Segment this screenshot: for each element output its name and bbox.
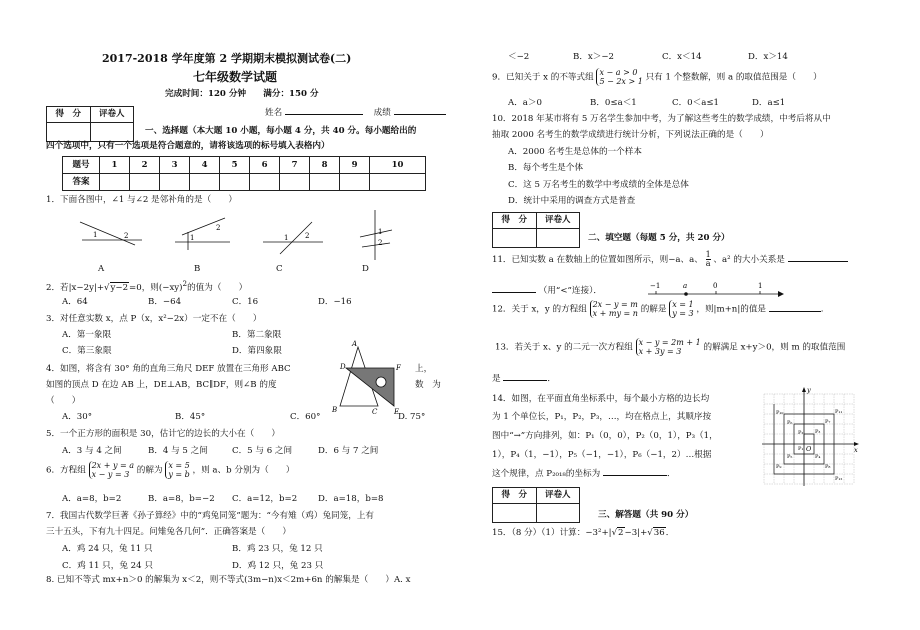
q1-figure-b xyxy=(175,218,230,250)
q1-label-d: D xyxy=(362,264,369,274)
question-number-cell: 1 xyxy=(100,157,130,174)
name-field xyxy=(265,108,446,119)
svg-text:1: 1 xyxy=(284,234,289,242)
score-value-cell[interactable] xyxy=(493,504,537,523)
svg-text:2: 2 xyxy=(216,224,221,232)
q1-text: 1．下面各图中，∠1 与∠2 是邻补角的是（ ） xyxy=(46,195,237,205)
q4-option-c[interactable]: C．60° xyxy=(290,412,321,422)
answer-cell[interactable] xyxy=(370,174,426,191)
section1-heading: 一、选择题（本大题 10 小题，每小题 4 分，共 40 分。每小题给出的 xyxy=(145,126,417,136)
q4-option-d[interactable]: D. 75° xyxy=(398,412,426,422)
svg-text:P₃: P₃ xyxy=(815,429,821,435)
q12-solution: x = 1 y = 3 xyxy=(669,300,693,318)
q8-option-c[interactable]: C．x＜14 xyxy=(662,52,702,62)
q5-option-c[interactable]: C．5 与 6 之间 xyxy=(232,446,293,456)
q6-option-c[interactable]: C．a=12，b=2 xyxy=(232,494,298,504)
answer-cell[interactable] xyxy=(190,174,220,191)
svg-text:D: D xyxy=(340,363,346,371)
q9-option-a[interactable]: A．a＞0 xyxy=(508,98,542,108)
q14-answer-blank[interactable] xyxy=(603,475,667,476)
exam-title: 2017-2018 学年度第 2 学期期末模拟测试卷(二) xyxy=(102,52,352,65)
q8-option-d[interactable]: D．x＞14 xyxy=(748,52,788,62)
q9-option-d[interactable]: D．a≤1 xyxy=(752,98,786,108)
svg-text:E: E xyxy=(394,408,400,416)
table-row-label: 答案 xyxy=(63,174,100,191)
answer-cell[interactable] xyxy=(160,174,190,191)
svg-text:P₇: P₇ xyxy=(825,419,831,425)
q12-system: 2x − y = m x + my = n xyxy=(590,300,638,318)
q9-text: 9．已知关于 x 的不等式组 x − a > 0 5 − 2x > 1 只有 1 个整数解，则 a 的取值范围是（ ） xyxy=(492,68,822,87)
q3-option-c[interactable]: C．第三象限 xyxy=(62,346,112,356)
q1-figure-c xyxy=(263,222,323,254)
q14-line3: 图中“→”方向排列，如：P₁（0，0），P₂（0，1），P₃（1， xyxy=(492,431,718,441)
score-cell: 得 分 xyxy=(493,213,537,229)
table-row-label: 题号 xyxy=(63,157,100,174)
q14-line1: 14．如图，在平面直角坐标系中，每个最小方格的边长均 xyxy=(492,394,710,404)
svg-text:A: A xyxy=(352,340,358,348)
q13-text: 13．若关于 x、y 的二元一次方程组 x − y = 2m + 1 x + 3y = 3 的解满足 x+y＞0，则 m 的取值范围 xyxy=(495,338,846,357)
q7-line2: 三十五头，下有九十四足。问雉兔各几何”．正确答案是（ ） xyxy=(46,527,292,537)
answer-cell[interactable] xyxy=(220,174,250,191)
svg-text:O: O xyxy=(806,445,812,453)
q10-option-a[interactable]: A．2000 名考生是总体的一个样本 xyxy=(508,147,642,157)
q1-label-c: C xyxy=(276,264,283,274)
q11-line2: （用“<”连接）． xyxy=(492,286,602,297)
q4-line2: 如图的顶点 D 在边 AB 上，DE⊥AB，BC∥DF，则∠B 的度 xyxy=(46,380,277,390)
q1-label-a: A xyxy=(98,264,105,274)
q3-option-a[interactable]: A．第一象限 xyxy=(62,330,112,340)
svg-text:P₈: P₈ xyxy=(825,464,831,470)
svg-text:P₁₀: P₁₀ xyxy=(776,410,784,416)
answer-cell[interactable] xyxy=(340,174,370,191)
q13-answer-blank[interactable] xyxy=(503,380,547,381)
question-number-cell: 10 xyxy=(370,157,426,174)
q10-line1: 10．2018 年某市将有 5 万名学生参加中考，为了解这些考生的数学成绩，中考后将从中 xyxy=(492,114,831,124)
q6-system: 2x + y = a x − y = 3 xyxy=(89,461,134,479)
q4-option-b[interactable]: B．45° xyxy=(175,412,206,422)
q1-figure-d xyxy=(360,210,392,260)
svg-text:y: y xyxy=(807,386,811,394)
q14-grid-figure xyxy=(762,388,862,488)
q4-figure xyxy=(332,340,418,416)
q1-figures xyxy=(80,210,420,270)
q6-solution: x = 5 y = b xyxy=(165,461,189,479)
q11-text: 11．已知实数 a 在数轴上的位置如图所示，则−a、a、 $\frac{1}{a}$ 、a² 的大小关系是 xyxy=(492,251,848,268)
q3-option-b[interactable]: B．第二象限 xyxy=(232,330,282,340)
question-number-cell: 5 xyxy=(220,157,250,174)
svg-text:1: 1 xyxy=(758,282,763,290)
svg-text:P₉: P₉ xyxy=(776,464,782,470)
grader-value-cell[interactable] xyxy=(90,123,134,142)
q2-option-d[interactable]: D．−16 xyxy=(318,297,352,307)
grader-value-cell[interactable] xyxy=(536,504,580,523)
question-number-cell: 9 xyxy=(340,157,370,174)
q8-option-a-cont[interactable]: ＜−2 xyxy=(508,52,530,62)
svg-text:P₁₁: P₁₁ xyxy=(835,409,843,415)
svg-text:0: 0 xyxy=(713,282,718,290)
score-cell: 得 分 xyxy=(47,107,91,123)
q10-option-d[interactable]: D．统计中采用的调查方式是普查 xyxy=(508,196,636,206)
q12-answer-blank[interactable] xyxy=(769,311,821,312)
section3-heading: 三、解答题（共 90 分） xyxy=(598,510,694,520)
question-number-cell: 7 xyxy=(280,157,310,174)
q7-option-b[interactable]: B．鸡 23 只，兔 12 只 xyxy=(232,544,323,554)
answer-cell[interactable] xyxy=(310,174,340,191)
grader-cell: 评卷人 xyxy=(536,213,580,229)
q10-option-c[interactable]: C．这 5 万名考生的数学中考成绩的全体是总体 xyxy=(508,180,689,190)
q4-option-a[interactable]: A．30° xyxy=(62,412,93,422)
q12-text: 12．关于 x，y 的方程组 2x − y = m x + my = n 的解是 x = 1 y = 3 ，则|m+n|的值是 . xyxy=(492,300,824,319)
q1-figure-a xyxy=(80,222,142,245)
score-cell: 得 分 xyxy=(493,488,537,504)
q10-line2: 抽取 2000 名考生的数学成绩进行统计分析，下列说法正确的是（ ） xyxy=(492,130,769,140)
svg-text:2: 2 xyxy=(124,232,129,240)
svg-text:1: 1 xyxy=(93,231,98,239)
question-number-cell: 8 xyxy=(310,157,340,174)
svg-text:2: 2 xyxy=(305,232,310,240)
q6-text: 6．方程组 2x + y = a x − y = 3 的解为 x = 5 y = b ，则 a、b 分别为（ ） xyxy=(46,461,295,480)
q13-system: x − y = 2m + 1 x + 3y = 3 xyxy=(636,338,701,356)
q8-text: 8. 已知不等式 mx+n＞0 的解集为 x＜2，则不等式(3m−n)x＜2m+6n 的解集是（ ）A. x xyxy=(46,575,411,585)
q6-option-d[interactable]: D．a=18，b=8 xyxy=(318,494,384,504)
svg-text:−1: −1 xyxy=(650,282,661,290)
section1-heading-cont: 四个选项中，只有一个选项是符合题意的，请将该选项的标号填入表格内） xyxy=(46,141,330,151)
q8-option-b[interactable]: B．x＞−2 xyxy=(573,52,615,62)
svg-text:F: F xyxy=(396,364,401,372)
grader-value-cell[interactable] xyxy=(536,229,580,248)
svg-text:x: x xyxy=(854,446,858,454)
svg-text:P₅: P₅ xyxy=(787,454,793,460)
q7-option-d[interactable]: D．鸡 12 只，兔 23 只 xyxy=(232,561,324,571)
q15-text: 15．（8 分）（1）计算：−3²+|√2−3|+√36． xyxy=(492,528,675,538)
q2-option-a[interactable]: A．64 xyxy=(62,297,88,307)
q11-answer-blank-2[interactable] xyxy=(492,292,536,293)
grader-cell: 评卷人 xyxy=(536,488,580,504)
section2-heading: 二、填空题（每题 5 分，共 20 分） xyxy=(588,233,730,243)
question-number-cell: 3 xyxy=(160,157,190,174)
q10-option-b[interactable]: B．每个考生是个体 xyxy=(508,163,584,173)
q5-option-b[interactable]: B．4 与 5 之间 xyxy=(148,446,208,456)
q2-text: 2．若|x−2y|+√y−2=0，则$(-xy)^2$的值为（ ） xyxy=(46,279,248,293)
q7-line1: 7．我国古代数学巨著《孙子算经》中的“鸡兔同笼”题为：“今有雉（鸡）兔同笼，上有 xyxy=(46,511,375,521)
q1-label-b: B xyxy=(194,264,201,274)
score-box-2 xyxy=(492,212,580,248)
q2-option-b[interactable]: B．−64 xyxy=(148,297,182,307)
svg-text:1: 1 xyxy=(378,228,383,236)
question-number-cell: 4 xyxy=(190,157,220,174)
q14-line5: 这个规律，点 P₂₀₁₈的坐标为 ． xyxy=(492,469,676,479)
q5-option-d[interactable]: D．6 与 7 之间 xyxy=(318,446,379,456)
svg-text:P₁₂: P₁₂ xyxy=(835,476,843,482)
q9-option-b[interactable]: B．0≤a＜1 xyxy=(590,98,637,108)
score-label: 成绩 xyxy=(373,108,391,118)
q9-option-c[interactable]: C．0＜a≤1 xyxy=(672,98,720,108)
q4-line1-end: 上， xyxy=(415,364,433,374)
q11-answer-blank[interactable] xyxy=(788,261,848,262)
time-info: 完成时间：120 分钟 满分：150 分 xyxy=(165,89,319,99)
q6-option-a[interactable]: A．a=8，b=2 xyxy=(62,494,122,504)
answer-cell[interactable] xyxy=(100,174,130,191)
q4-line1: 4．如图，将含有 30° 角的直角三角尺 DEF 放置在三角形 ABC xyxy=(46,364,291,374)
name-label: 姓名 xyxy=(265,108,283,118)
q7-option-c[interactable]: C．鸡 11 只，兔 24 只 xyxy=(62,561,153,571)
score-box-1 xyxy=(46,106,134,142)
q5-option-a[interactable]: A．3 与 4 之间 xyxy=(62,446,122,456)
name-blank[interactable] xyxy=(285,114,363,115)
q4-line3: （ ） xyxy=(46,396,81,406)
score-value-cell[interactable] xyxy=(493,229,537,248)
svg-text:P₂: P₂ xyxy=(798,430,804,436)
answer-cell[interactable] xyxy=(130,174,160,191)
svg-text:P₄: P₄ xyxy=(815,454,821,460)
answer-cell[interactable] xyxy=(280,174,310,191)
svg-text:1: 1 xyxy=(190,234,195,242)
question-number-cell: 2 xyxy=(130,157,160,174)
q5-text: 5．一个正方形的面积是 30，估计它的边长的大小在（ ） xyxy=(46,429,280,439)
svg-text:P₆: P₆ xyxy=(787,420,793,426)
q4-line2-end: 数 为 xyxy=(415,380,441,390)
answer-table xyxy=(62,156,426,191)
svg-text:2: 2 xyxy=(378,239,383,247)
svg-text:C: C xyxy=(372,408,378,416)
q3-text: 3．对任意实数 x，点 P（x，x²−2x）一定不在（ ） xyxy=(46,314,262,324)
q7-option-a[interactable]: A．鸡 24 只，兔 11 只 xyxy=(62,544,153,554)
answer-cell[interactable] xyxy=(250,174,280,191)
q14-line4: 1），P₄（1，−1），P₅（−1，−1），P₆（−1，2）…根据 xyxy=(492,450,712,460)
score-blank[interactable] xyxy=(394,114,446,115)
svg-text:P₁: P₁ xyxy=(798,446,804,452)
score-value-cell[interactable] xyxy=(47,123,91,142)
q13-line2: 是 ． xyxy=(492,374,556,384)
grader-cell: 评卷人 xyxy=(90,107,134,123)
score-box-3 xyxy=(492,487,580,523)
svg-text:a: a xyxy=(683,282,688,290)
q14-line2: 为 1 个单位长，P₁，P₂，P₃，…，均在格点上，其顺序按 xyxy=(492,412,712,422)
question-number-cell: 6 xyxy=(250,157,280,174)
q2-option-c[interactable]: C．16 xyxy=(232,297,259,307)
svg-text:B: B xyxy=(332,406,338,414)
exam-subtitle: 七年级数学试题 xyxy=(193,70,278,84)
q6-option-b[interactable]: B．a=8，b=−2 xyxy=(148,494,215,504)
q11-fraction: $\frac{1}{a}$ xyxy=(705,250,711,268)
q11-number-line xyxy=(648,280,788,300)
q3-option-d[interactable]: D．第四象限 xyxy=(232,346,282,356)
q9-system: x − a > 0 5 − 2x > 1 xyxy=(596,68,642,86)
